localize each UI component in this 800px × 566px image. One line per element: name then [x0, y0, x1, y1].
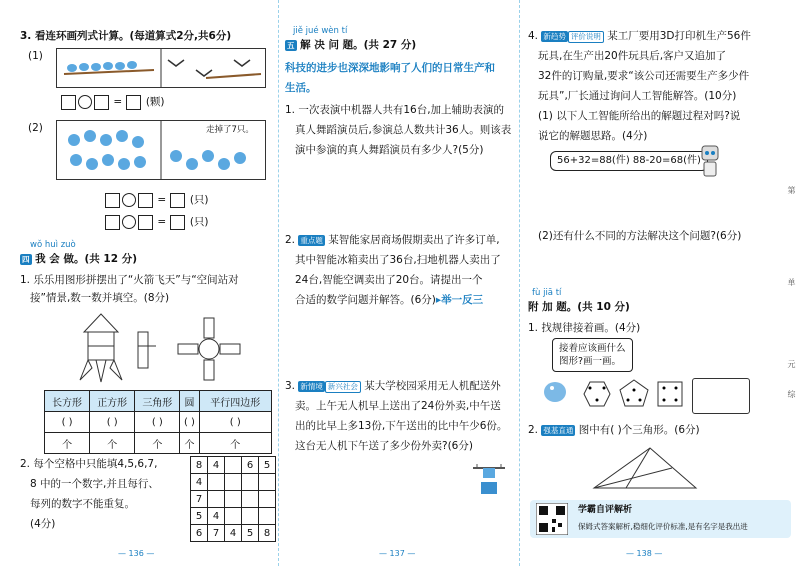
answer-box[interactable]	[170, 215, 185, 230]
sec4-heading	[20, 251, 137, 268]
operator-circle[interactable]	[122, 215, 136, 229]
page-number: — 137 —	[379, 549, 416, 558]
unit-label: (只)	[189, 194, 209, 206]
grid-cell[interactable]	[259, 491, 276, 508]
grid-cell[interactable]	[242, 491, 259, 508]
headline-line1: 科技的进步也深深地影响了人们的日常生产和	[285, 62, 495, 74]
q1-line3: 演中参演的真人舞蹈演员有多少人?(5分)	[295, 144, 484, 156]
grid-cell: 7	[191, 491, 208, 508]
rocket-figure	[76, 312, 126, 384]
operator-circle[interactable]	[78, 95, 92, 109]
grid-cell: 8	[259, 525, 276, 542]
q4-line6: 说它的解题思路。(4分)	[538, 130, 648, 142]
answer-box[interactable]	[105, 193, 120, 208]
unit-cell: 个	[45, 433, 90, 454]
grid-cell[interactable]	[259, 474, 276, 491]
right-page	[519, 0, 800, 566]
q3-line4: 这台无人机下午送了多少份外卖?(6分)	[295, 440, 473, 452]
grid-cell[interactable]	[225, 457, 242, 474]
q2-line2: 8 中的一个数字,并且每行、	[30, 478, 159, 490]
new-society-tag: 新兴社会	[325, 381, 361, 393]
q2-line3: 每列的数字不能重复。	[30, 498, 135, 510]
answer-cell[interactable]: ( )	[135, 412, 180, 433]
q1-line1: 1. 一次表演中机器人共有16台,加上辅助表演的	[285, 104, 505, 116]
unit-label: (只)	[189, 216, 209, 228]
q3-equation-3: = (只)	[104, 214, 209, 231]
grid-cell[interactable]	[225, 474, 242, 491]
speech-bubble: 接着应该画什么 图形?画一画。	[552, 338, 633, 372]
drawing-answer-box[interactable]	[692, 378, 750, 414]
drone-icon	[469, 462, 509, 498]
qr-code-icon[interactable]	[536, 503, 568, 535]
header-circle: 圆	[180, 391, 199, 412]
answer-box[interactable]	[138, 215, 153, 230]
left-page	[0, 0, 278, 566]
answer-cell[interactable]: ( )	[180, 412, 199, 433]
headline-line2: 生活。	[285, 82, 317, 94]
banner-text: 保姆式答案解析,稳细化评价标准,是有名字是我出进	[578, 522, 748, 531]
q4-line4: 玩具”,厂长通过询问人工智能解答。(10分)	[538, 90, 737, 102]
q3-line3: 出的比早上多13份,下午送出的比中午少6份。	[295, 420, 508, 432]
sec4-pinyin: wǒ huì zuò	[30, 240, 76, 250]
banner-title: 学霸自评解析	[578, 505, 633, 515]
answer-cell[interactable]: ( )	[199, 412, 272, 433]
sec5-heading	[285, 37, 416, 54]
q3-part1-label: (1)	[28, 50, 43, 62]
grid-cell[interactable]	[208, 474, 225, 491]
extra-section-pinyin: fù jiā tí	[532, 288, 562, 298]
q1-line2: 真人舞蹈演员后,参演总人数共计36人。则该表	[295, 124, 512, 136]
sec5-pinyin: jiě jué wèn tí	[293, 26, 348, 36]
answer-box[interactable]	[170, 193, 185, 208]
header-rectangle: 长方形	[45, 391, 90, 412]
triangle-figure	[590, 444, 700, 492]
page-number: — 138 —	[626, 549, 663, 558]
grid-cell: 6	[242, 457, 259, 474]
answer-cell[interactable]: ( )	[45, 412, 90, 433]
foundation-tag: 强基直通	[543, 426, 574, 435]
grid-cell: 5	[191, 508, 208, 525]
q3-equation-1: = (颗)	[60, 94, 165, 111]
q2-line2: 其中智能冰箱卖出了36台,扫地机器人卖出了	[295, 254, 501, 266]
unit-label: (颗)	[145, 96, 165, 108]
sec5-title: 解 决 问 题。(共 27 分)	[300, 39, 417, 51]
q4-line5: (1) 以下人工智能所给出的解题过程对吗?说	[538, 110, 741, 122]
evaluation-tag: 评价说明	[568, 31, 604, 43]
new-context-tag: 新情境	[300, 382, 323, 391]
q3-part2-label: (2)	[28, 122, 43, 134]
related-practice-link[interactable]: ▸举一反三	[435, 294, 484, 306]
grid-cell[interactable]	[208, 491, 225, 508]
answer-cell[interactable]: ( )	[90, 412, 135, 433]
q4-line3: 32件的订购量,要求“该公司还需要生产多少件	[538, 70, 750, 82]
unit-cell: 个	[135, 433, 180, 454]
grid-cell[interactable]	[225, 491, 242, 508]
middle-page	[278, 0, 520, 566]
q3-equation-2: = (只)	[104, 192, 209, 209]
grid-cell: 4	[191, 474, 208, 491]
q1-line1: 1. 乐乐用图形拼摆出了“火箭飞天”与“空间站对	[20, 274, 239, 286]
side-label-2: 单	[787, 278, 796, 286]
q4-line1: 4. 新趋势 评价说明 某工厂要用3D打印机生产56件	[528, 30, 751, 42]
operator-circle[interactable]	[122, 193, 136, 207]
comic-birds-on-branch	[56, 48, 266, 88]
sec5-number: 五	[287, 41, 295, 50]
ai-answer-box: 56+32=88(件) 88-20=68(件)	[550, 151, 708, 171]
extra-q2: 2. 强基直通 图中有( )个三角形。(6分)	[528, 424, 700, 436]
answer-box[interactable]	[138, 193, 153, 208]
grid-cell: 5	[242, 525, 259, 542]
side-label-3: 元	[787, 360, 796, 368]
q2-line4: 合适的数学问题并解答。(6分)▸举一反三	[295, 294, 484, 306]
answer-box[interactable]	[126, 95, 141, 110]
extra-q1: 1. 找规律接着画。(4分)	[528, 322, 641, 334]
new-trend-tag: 新趋势	[543, 32, 566, 41]
grid-cell: 5	[259, 457, 276, 474]
extra-section-title: 附 加 题。(共 10 分)	[528, 301, 630, 313]
sec4-title: 我 会 做。(共 12 分)	[35, 253, 137, 265]
space-station-figure	[176, 316, 242, 382]
grid-cell: 8	[191, 457, 208, 474]
self-evaluation-banner	[530, 500, 791, 538]
grid-cell: 4	[208, 508, 225, 525]
q2-line1: 2. 重点题 某智能家居商场假期卖出了许多订单,	[285, 234, 500, 246]
answer-box[interactable]	[94, 95, 109, 110]
answer-box[interactable]	[61, 95, 76, 110]
elephant-mascot-icon	[540, 376, 570, 408]
grid-cell[interactable]	[242, 474, 259, 491]
header-parallelogram: 平行四边形	[199, 391, 272, 412]
side-label-4: 综	[787, 390, 796, 398]
unit-cell: 个	[199, 433, 272, 454]
side-label-1: 第	[787, 186, 796, 194]
sec4-number: 四	[22, 255, 30, 264]
launch-tower-figure	[132, 330, 158, 370]
header-triangle: 三角形	[135, 391, 180, 412]
bird-note: 走掉了7只。	[206, 125, 254, 135]
q3-line2: 卖。上午无人机早上送出了24份外卖,中午送	[295, 400, 501, 412]
key-question-tag: 重点题	[300, 236, 323, 245]
q3-title: 3. 看连环画列式计算。(每道算式2分,共6分)	[20, 30, 232, 42]
q2-line3: 24台,智能空调卖出了20台。请提出一个	[295, 274, 483, 286]
q3-line1: 3. 新情境 新兴社会 某大学校园采用无人机配送外	[285, 380, 501, 392]
number-grid	[190, 456, 276, 542]
q4-part2: (2)还有什么不同的方法解决这个问题?(6分)	[538, 230, 742, 242]
q2-line1: 2. 每个空格中只能填4,5,6,7,	[20, 458, 158, 470]
grid-cell: 7	[208, 525, 225, 542]
pattern-shapes	[576, 376, 686, 412]
grid-cell[interactable]	[259, 508, 276, 525]
shape-count-table	[44, 390, 272, 454]
unit-cell: 个	[90, 433, 135, 454]
grid-cell[interactable]	[225, 508, 242, 525]
q4-line2: 玩具,在生产出20件玩具后,客户又追加了	[538, 50, 727, 62]
grid-cell: 6	[191, 525, 208, 542]
grid-cell: 4	[225, 525, 242, 542]
robot-icon	[696, 144, 724, 182]
header-square: 正方形	[90, 391, 135, 412]
q2-line4: (4分)	[30, 518, 56, 530]
grid-cell[interactable]	[242, 508, 259, 525]
page-number: — 136 —	[118, 549, 155, 558]
q1-line2: 接”情景,数一数并填空。(8分)	[30, 292, 170, 304]
unit-cell: 个	[180, 433, 199, 454]
answer-box[interactable]	[105, 215, 120, 230]
grid-cell: 4	[208, 457, 225, 474]
